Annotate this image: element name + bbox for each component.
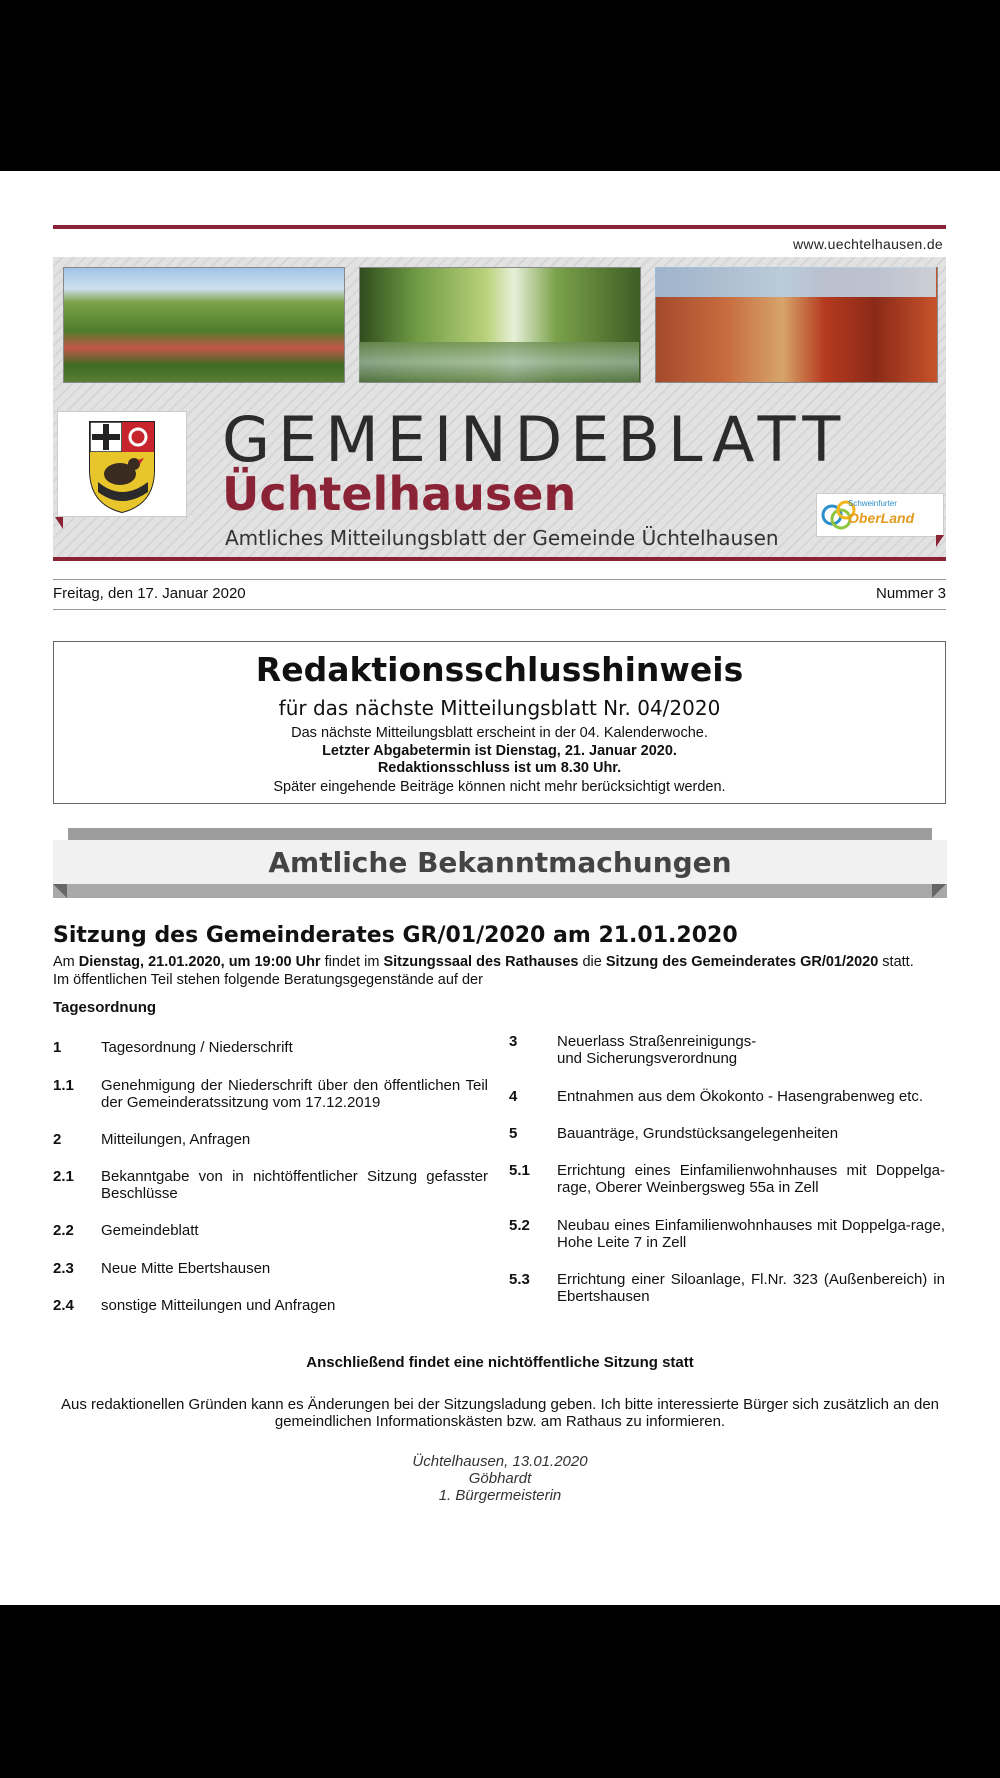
editorial-note: Aus redaktionellen Gründen kann es Änderungen bei der Sitzungsladung geben. Ich bitte interessierte Bürger sich zusätzlich an den gemeindlichen Informationskästen bzw. am Rathaus zu informieren.	[60, 1396, 940, 1430]
notice-line-2: Letzter Abgabetermin ist Dienstag, 21. Januar 2020.	[322, 743, 677, 759]
agenda-text: Neuerlass Straßenreinigungs- und Sicherungsverordnung	[557, 1033, 757, 1067]
date-rule-top	[53, 579, 946, 580]
agenda-text: Bekanntgabe von in nichtöffentlicher Sitzung gefasster Beschlüsse	[101, 1168, 488, 1202]
agenda-text: Genehmigung der Niederschrift über den öffentlichen Teil der Gemeinderatssitzung vom 17.12.2019	[101, 1077, 488, 1111]
agenda-text: Errichtung einer Siloanlage, Fl.Nr. 323 (Außenbereich) in Ebertshausen	[557, 1271, 945, 1305]
agenda-number: 5.2	[509, 1217, 530, 1234]
ribbon-fold-right	[936, 535, 944, 547]
agenda-number: 2.4	[53, 1297, 74, 1314]
signature-role: 1. Bürgermeisterin	[438, 1487, 562, 1504]
intro-location: Sitzungssaal des Rathauses	[383, 954, 579, 970]
intro-line-2: Im öffentlichen Teil stehen folgende Beratungsgegenstände auf der	[53, 972, 483, 988]
banner-fold-left	[53, 884, 67, 898]
publication-subtitle: Amtliches Mitteilungsblatt der Gemeinde Üchtelhausen	[225, 526, 779, 550]
issue-number: Nummer 3	[875, 585, 946, 602]
agenda-number: 4	[509, 1088, 518, 1105]
agenda-text: Mitteilungen, Anfragen	[101, 1131, 251, 1148]
agenda-text: Neubau eines Einfamilienwohnhauses mit Doppelga-rage, Hohe Leite 7 in Zell	[557, 1217, 945, 1251]
town-name: Üchtelhausen	[222, 467, 577, 521]
agenda-text: Bauanträge, Grundstücksangelegenheiten	[557, 1125, 839, 1142]
deadline-notice-box	[53, 641, 946, 804]
agenda-text: sonstige Mitteilungen und Anfragen	[101, 1297, 336, 1314]
session-intro	[53, 953, 953, 989]
agenda-heading: Tagesordnung	[53, 999, 157, 1016]
agenda-text: Gemeindeblatt	[101, 1222, 199, 1239]
date-rule-bottom	[53, 609, 946, 610]
agenda-text: Entnahmen aus dem Ökokonto - Hasengrabenweg etc.	[557, 1088, 924, 1105]
farmhouse-sky	[655, 267, 936, 297]
newsletter-page	[0, 171, 1000, 1605]
banner-fold-right	[932, 884, 946, 898]
non-public-session-note: Anschließend findet eine nichtöffentliche Sitzung statt	[306, 1354, 694, 1371]
issue-date: Freitag, den 17. Januar 2020	[53, 585, 246, 602]
agenda-number: 2.3	[53, 1260, 74, 1277]
intro-text: Am	[53, 954, 79, 970]
coat-of-arms	[57, 411, 187, 517]
masthead-bottom-rule	[53, 557, 946, 561]
oberland-logo-small-text: Schweinfurter	[848, 499, 897, 508]
agenda-text: Errichtung eines Einfamilienwohnhauses mit Doppelga-rage, Oberer Weinbergsweg 55a in Zell	[557, 1162, 945, 1196]
agenda-number: 2.2	[53, 1222, 74, 1239]
website-url[interactable]: www.uechtelhausen.de	[793, 236, 943, 252]
publication-title: GEMEINDEBLATT	[222, 403, 849, 476]
intro-text: die	[578, 954, 606, 970]
village-photo	[63, 267, 345, 383]
agenda-number: 1	[53, 1039, 62, 1056]
notice-line-4: Später eingehende Beiträge können nicht mehr berücksichtigt werden.	[273, 779, 726, 795]
river-reflection	[359, 342, 639, 382]
section-banner	[53, 840, 947, 884]
coat-of-arms-icon	[58, 412, 186, 516]
top-rule	[53, 225, 946, 229]
agenda-number: 2.1	[53, 1168, 74, 1185]
agenda-number: 3	[509, 1033, 518, 1050]
session-title: Sitzung des Gemeinderates GR/01/2020 am 21.01.2020	[53, 923, 738, 948]
agenda-number: 5.1	[509, 1162, 530, 1179]
notice-subtitle: für das nächste Mitteilungsblatt Nr. 04/2020	[278, 696, 721, 720]
intro-session: Sitzung des Gemeinderates GR/01/2020	[605, 954, 879, 970]
agenda-number: 1.1	[53, 1077, 74, 1094]
notice-title: Redaktionsschlusshinweis	[255, 650, 744, 689]
notice-line-1: Das nächste Mitteilungsblatt erscheint in der 04. Kalenderwoche.	[291, 725, 708, 741]
agenda-number: 5.3	[509, 1271, 530, 1288]
agenda-text: Neue Mitte Ebertshausen	[101, 1260, 271, 1277]
signature-name: Göbhardt	[468, 1470, 532, 1487]
notice-line-3: Redaktionsschluss ist um 8.30 Uhr.	[377, 760, 622, 776]
oberland-logo-text: OberLand	[848, 510, 915, 526]
banner-top-bar	[68, 828, 932, 840]
ribbon-fold-left	[55, 517, 63, 529]
agenda-number: 2	[53, 1131, 62, 1148]
section-banner-title: Amtliche Bekanntmachungen	[268, 846, 732, 879]
signature-place-date: Üchtelhausen, 13.01.2020	[412, 1453, 588, 1470]
banner-bottom-bar	[53, 884, 947, 898]
agenda-text: Tagesordnung / Niederschrift	[101, 1039, 293, 1056]
intro-text: findet im	[320, 954, 384, 970]
intro-date: Dienstag, 21.01.2020, um 19:00 Uhr	[78, 954, 321, 970]
intro-text: statt.	[878, 954, 914, 970]
agenda-number: 5	[509, 1125, 518, 1142]
